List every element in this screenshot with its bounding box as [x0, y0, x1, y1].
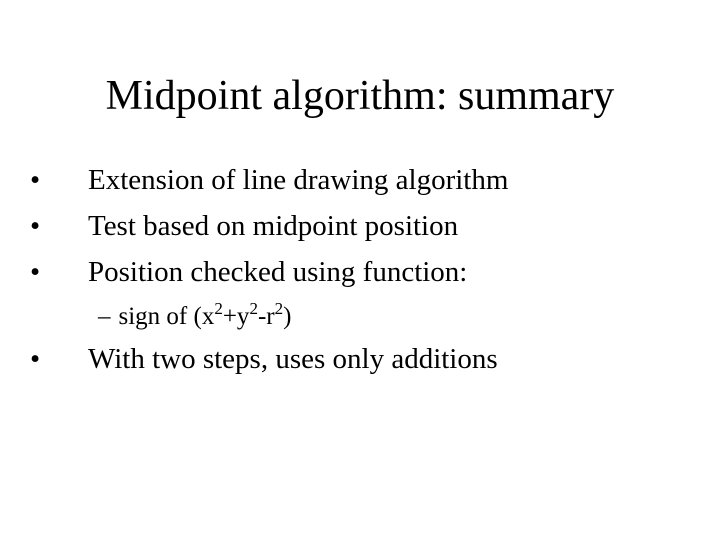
bullet-item [30, 209, 458, 243]
bullet-text: Test based on midpoint position [88, 210, 459, 242]
bullet-item [30, 342, 498, 376]
slide-title: Midpoint algorithm: summary [105, 73, 615, 119]
bullet-dot-icon [30, 163, 88, 197]
formula-part: +y [222, 303, 250, 330]
formula-part: -r [257, 303, 275, 330]
bullet-text: Position checked using function: [88, 256, 468, 288]
bullet-dot-icon [30, 255, 88, 289]
bullet-item [30, 255, 467, 289]
bullet-text: With two steps, uses only additions [88, 343, 498, 375]
formula-suffix: ) [283, 303, 292, 330]
bullet-item [30, 163, 508, 197]
bullet-dot-icon [30, 209, 88, 243]
formula-prefix: sign of (x [118, 303, 215, 330]
formula-exponent: 2 [249, 299, 258, 318]
sub-bullet-dash: – [98, 303, 111, 330]
formula-exponent: 2 [214, 299, 223, 318]
bullet-text: Extension of line drawing algorithm [88, 164, 509, 196]
formula-exponent: 2 [274, 299, 284, 318]
bullet-dot-icon [30, 342, 88, 376]
sub-bullet-item [98, 300, 291, 334]
